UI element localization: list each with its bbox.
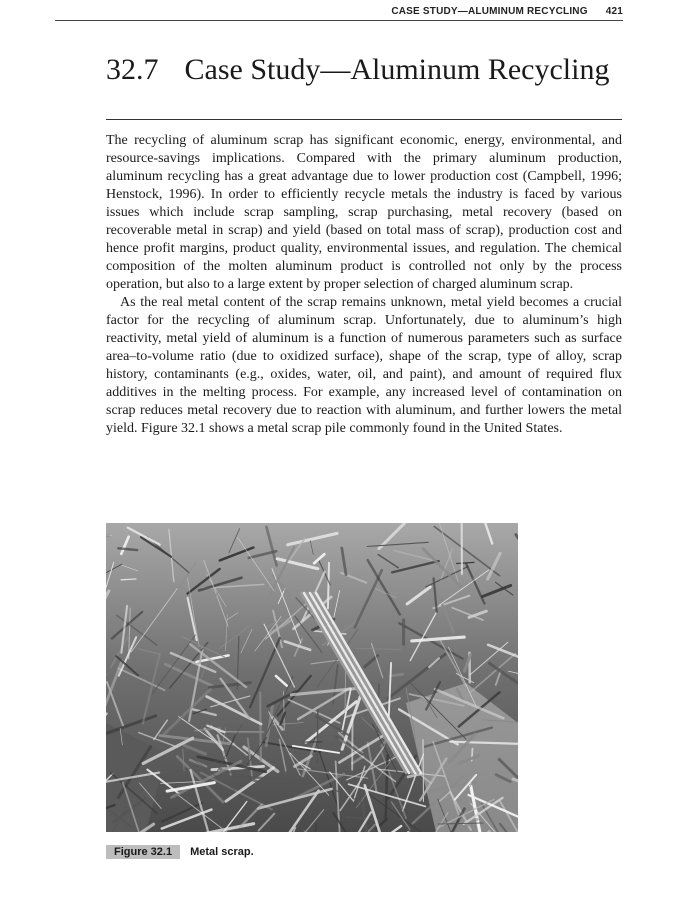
section-title: Case Study—Aluminum Recycling [184, 53, 610, 86]
paragraph-2: As the real metal content of the scrap remains unknown, metal yield becomes a crucial factor for the recycling of aluminum scrap. Unfortunately, due to aluminum’s high reactivity, metal yield of aluminum is a function of numerous parameters such as surface area–to-volume ratio (due to oxidized surface), shape of the scrap, type of alloy, scrap history, contaminants (e.g., oxides, water, oil, and paint), and amount of required flux additives in the melting process. For example, any increased level of contamination on scrap reduces metal recovery due to reaction with aluminum, and further lowers the metal yield. Figure 32.1 shows a metal scrap pile commonly found in the United States. [106, 295, 622, 436]
metal-scrap-photo [106, 523, 518, 832]
running-title: CASE STUDY—ALUMINUM RECYCLING [391, 6, 588, 17]
running-header [55, 6, 623, 21]
body-text [106, 132, 622, 438]
figure-label: Figure 32.1 [106, 845, 180, 859]
section-number: 32.7 [106, 53, 159, 86]
title-rule [106, 119, 622, 120]
section-heading [106, 54, 626, 85]
paragraph-1: The recycling of aluminum scrap has significant economic, energy, environmental, and resource-savings implications. Compared with the primary aluminum production, aluminum recycling has a great advantage due to lower production cost (Campbell, 1996; Henstock, 1996). In order to efficiently recycle metals the industry is faced by various issues which include scrap sampling, scrap purchasing, metal recovery (based on recoverable metal in scrap) and yield (based on total mass of scrap), production cost and hence profit margins, product quality, environmental issues, and regulation. The chemical composition of the molten aluminum product is controlled not only by the process operation, but also to a large extent by proper selection of charged aluminum scrap. [106, 133, 622, 292]
figure-caption [106, 845, 254, 859]
figure-caption-text: Metal scrap. [190, 846, 254, 858]
page-number: 421 [605, 6, 623, 17]
